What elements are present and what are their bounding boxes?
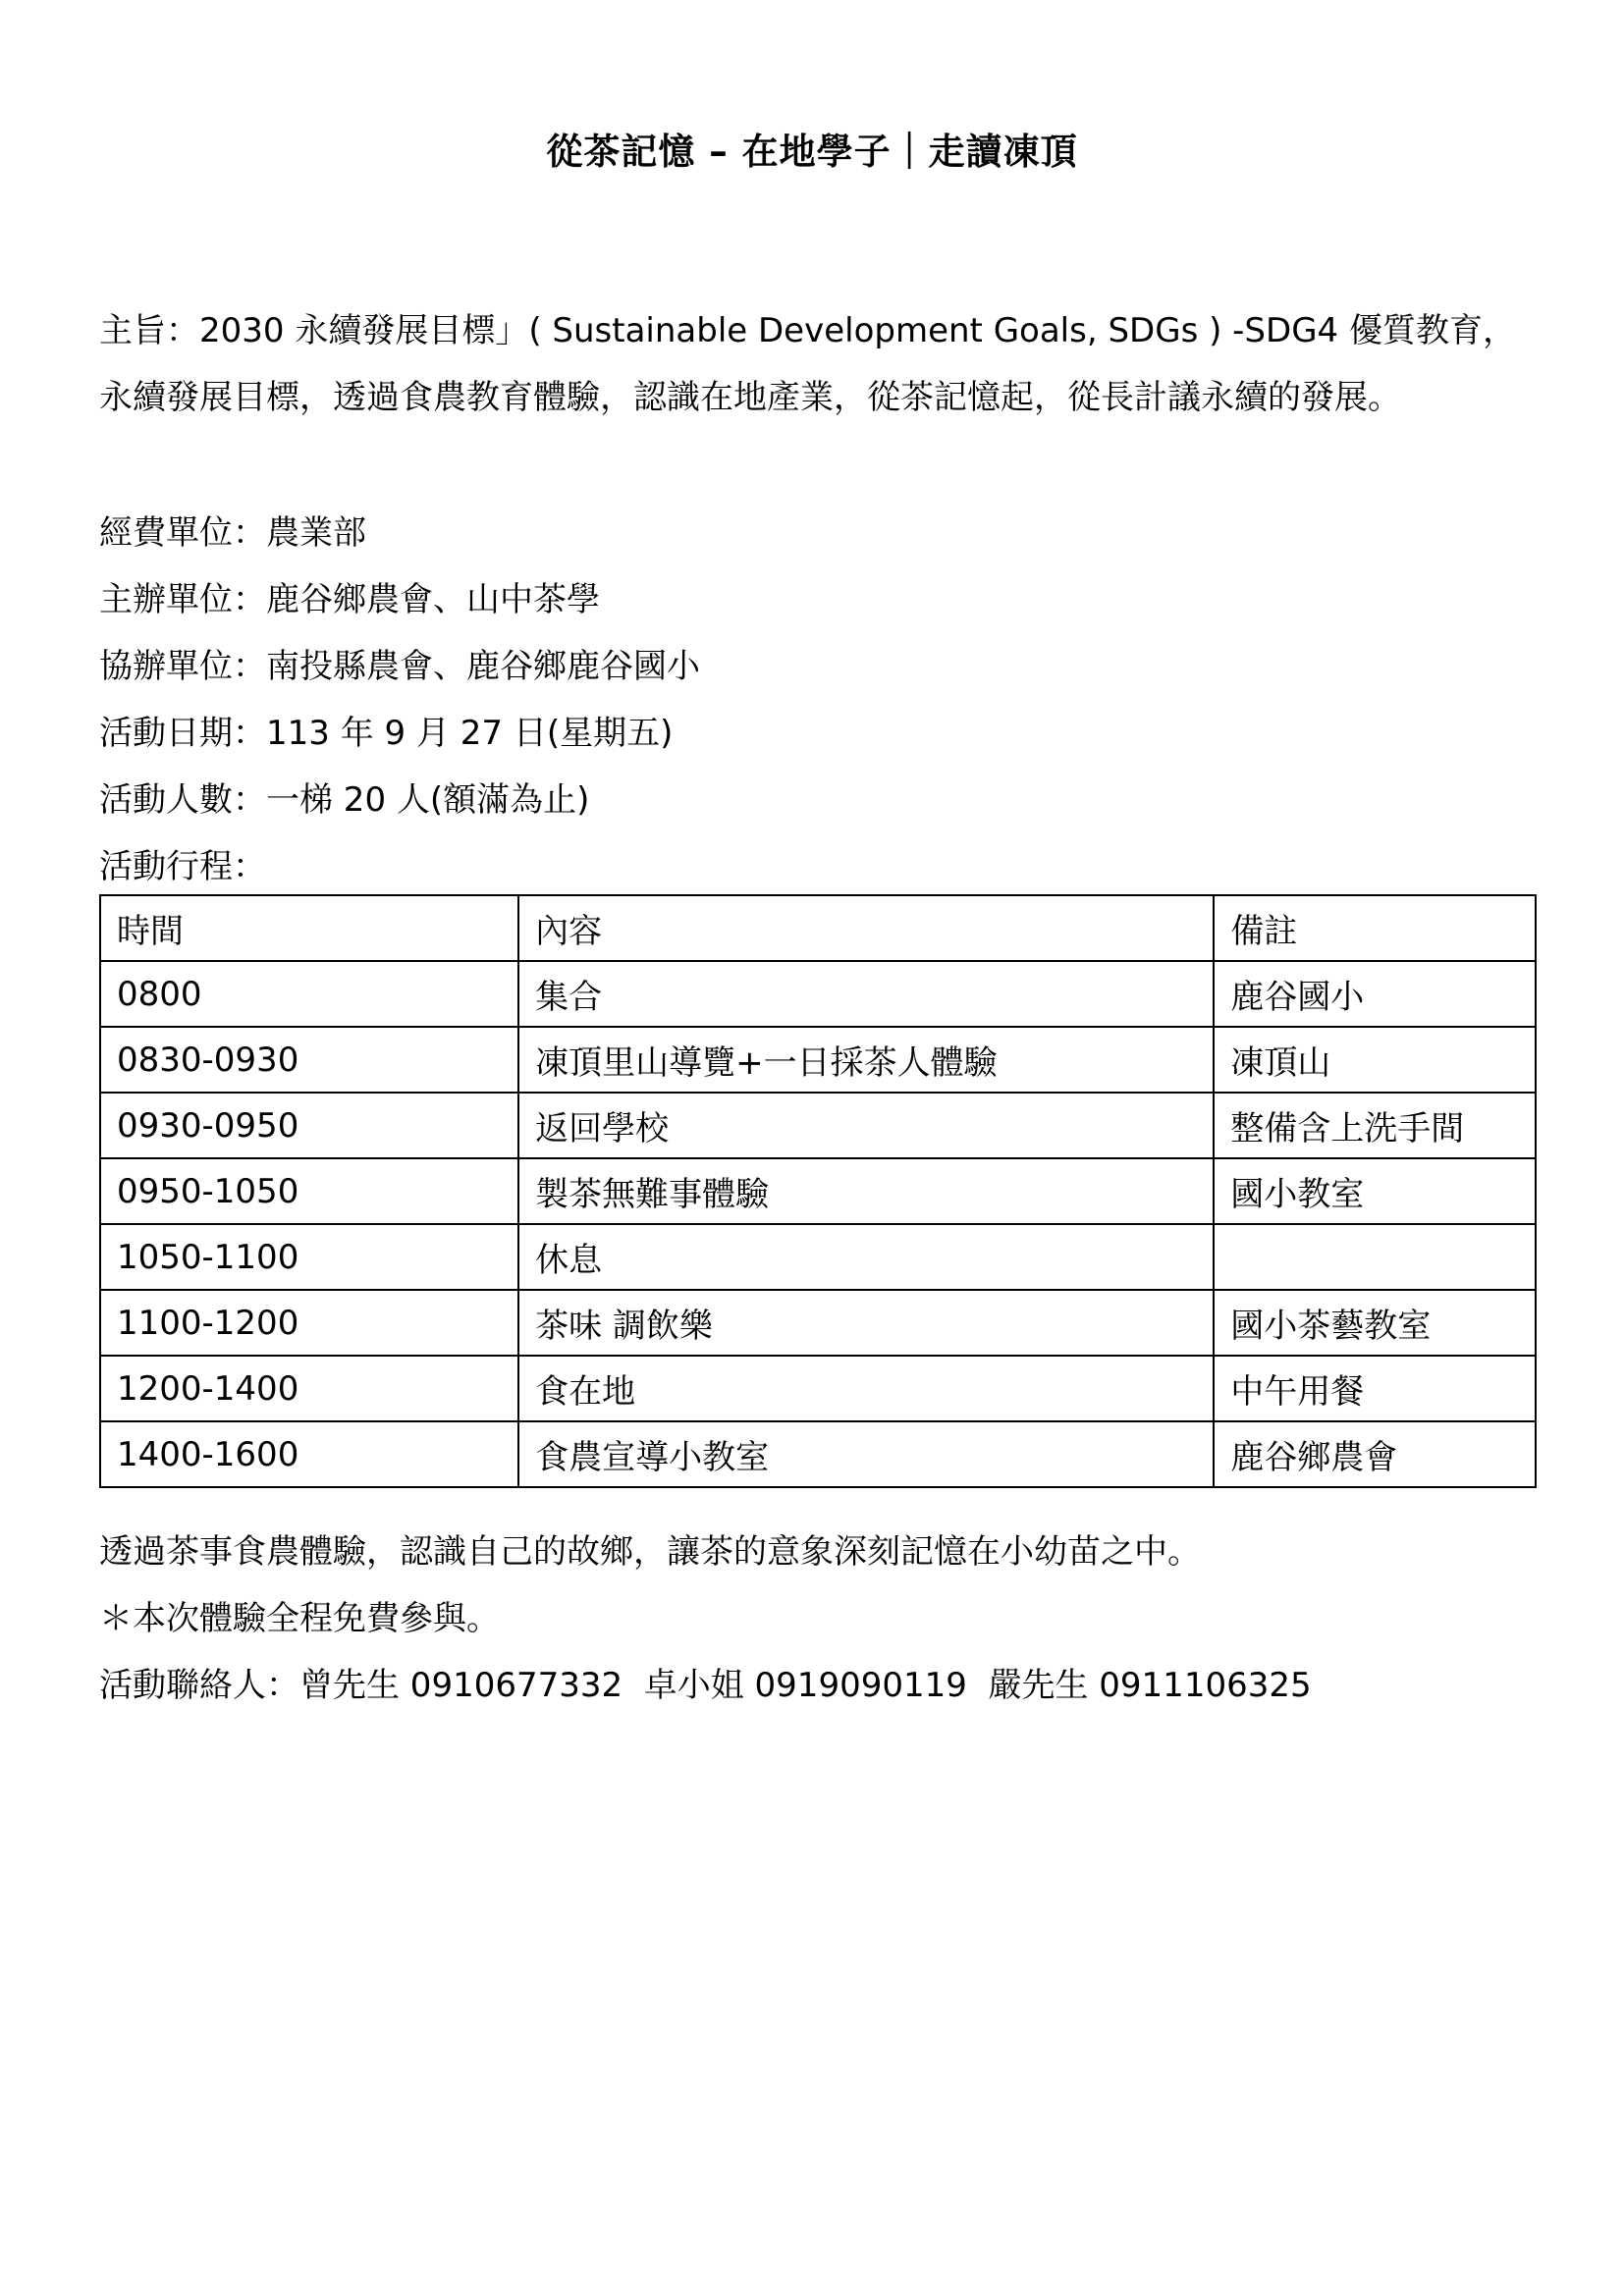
content-cell: 食農宣導小教室: [518, 1421, 1214, 1487]
time-cell: 1400-1600: [100, 1421, 518, 1487]
content-cell: 食在地: [518, 1356, 1214, 1421]
co-organizer: 協辦單位：南投縣農會、鹿谷鄉鹿谷國小: [99, 647, 700, 686]
content-cell: 休息: [518, 1224, 1214, 1290]
table-row: [100, 1290, 1536, 1356]
content-cell: 集合: [518, 961, 1214, 1027]
header-content: 內容: [518, 895, 1214, 961]
organizer: 主辦單位：鹿谷鄉農會、山中茶學: [99, 580, 600, 619]
note-cell: [1214, 1224, 1536, 1290]
free-participation-note: ＊本次體驗全程免費參與。: [99, 1599, 500, 1638]
table-row: [100, 1027, 1536, 1093]
time-cell: 1050-1100: [100, 1224, 518, 1290]
content-cell: 茶味 調飲樂: [518, 1290, 1214, 1356]
time-cell: 0950-1050: [100, 1158, 518, 1224]
purpose-paragraph: 主旨：2030 永續發展目標」( Sustainable Development Goals, SDGs ) -SDG4 優質教育，永續發展目標，透過食農教育體驗，認識在地產業，從茶記憶起，從長計議永續的發展。: [99, 311, 1516, 417]
table-row: [100, 1224, 1536, 1290]
content-cell: 凍頂里山導覽+一日採茶人體驗: [518, 1027, 1214, 1093]
note-cell: 整備含上洗手間: [1214, 1093, 1536, 1158]
note-cell: 凍頂山: [1214, 1027, 1536, 1093]
note-cell: 國小教室: [1214, 1158, 1536, 1224]
table-header-row: [100, 895, 1536, 961]
header-note: 備註: [1214, 895, 1536, 961]
schedule-table: [99, 894, 1537, 1488]
closing-statement: 透過茶事食農體驗，認識自己的故鄉，讓茶的意象深刻記憶在小幼苗之中。: [99, 1532, 1201, 1572]
table-row: [100, 1093, 1536, 1158]
time-cell: 1200-1400: [100, 1356, 518, 1421]
document-title: 從茶記憶 – 在地學子｜走讀凍頂: [546, 131, 1078, 173]
table-row: [100, 961, 1536, 1027]
content-cell: 製茶無難事體驗: [518, 1158, 1214, 1224]
table-row: [100, 1421, 1536, 1487]
schedule-label: 活動行程：: [99, 847, 266, 886]
time-cell: 0930-0950: [100, 1093, 518, 1158]
time-cell: 1100-1200: [100, 1290, 518, 1356]
content-cell: 返回學校: [518, 1093, 1214, 1158]
funding-unit: 經費單位：農業部: [99, 513, 366, 553]
note-cell: 國小茶藝教室: [1214, 1290, 1536, 1356]
note-cell: 中午用餐: [1214, 1356, 1536, 1421]
time-cell: 0830-0930: [100, 1027, 518, 1093]
table-row: [100, 1356, 1536, 1421]
note-cell: 鹿谷鄉農會: [1214, 1421, 1536, 1487]
table-row: [100, 1158, 1536, 1224]
header-time: 時間: [100, 895, 518, 961]
event-date: 活動日期：113 年 9 月 27 日(星期五): [99, 714, 674, 753]
participant-count: 活動人數：一梯 20 人(額滿為止): [99, 780, 590, 820]
contact-persons: 活動聯絡人：曾先生 0910677332 卓小姐 0919090119 嚴先生 0911106325: [99, 1666, 1312, 1705]
note-cell: 鹿谷國小: [1214, 961, 1536, 1027]
time-cell: 0800: [100, 961, 518, 1027]
